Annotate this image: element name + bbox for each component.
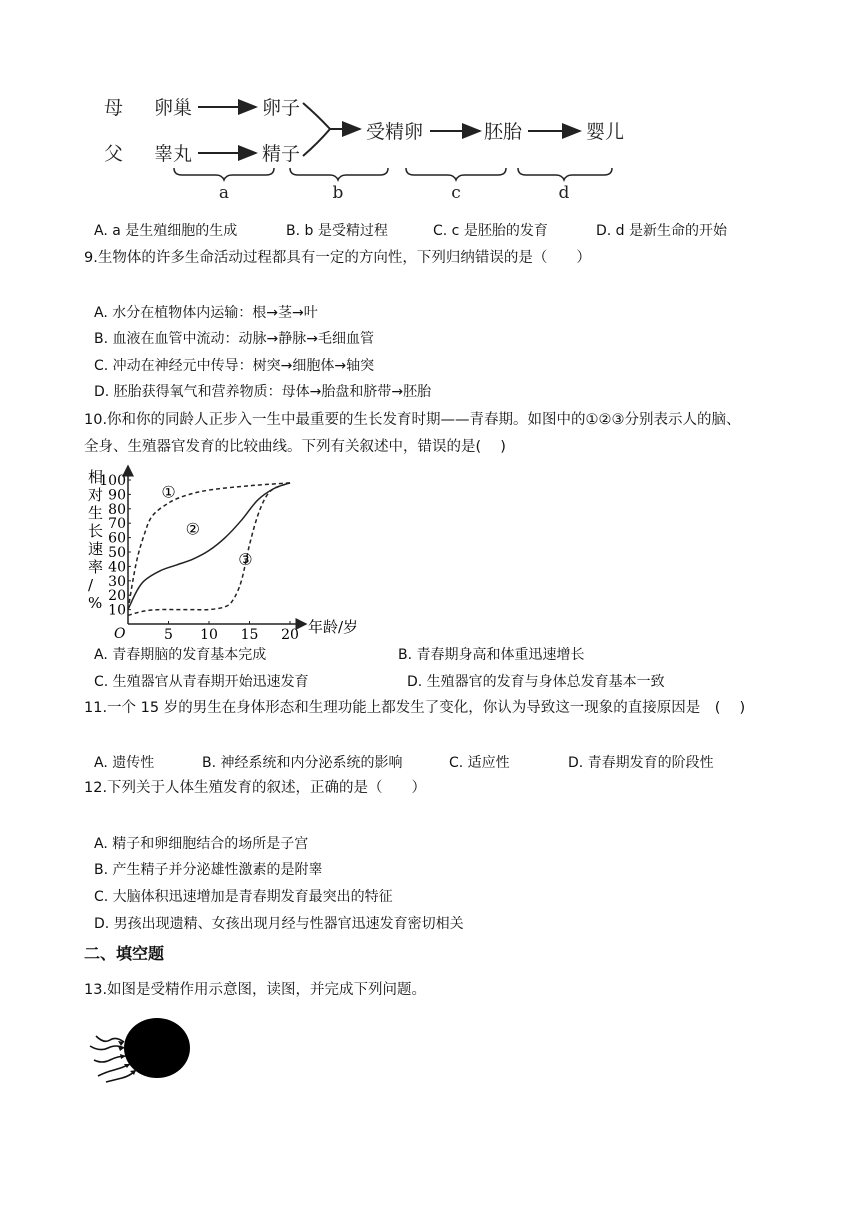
q9-stem: 9.生物体的许多生命活动过程都具有一定的方向性，下列归纳错误的是（ ） (84, 250, 591, 266)
series-label-3: ③ (238, 549, 253, 569)
q10-stem-line2: 全身、生殖器官发育的比较曲线。下列有关叙述中，错误的是( ) (84, 439, 506, 455)
y-tick-label: 100 (99, 473, 126, 489)
y-axis-label-char: 长 (88, 522, 104, 540)
series-line-2 (128, 483, 290, 610)
brace-label-b: b (332, 183, 344, 203)
y-axis-label-char: 速 (88, 540, 104, 558)
growth-rate-chart (80, 460, 370, 640)
father-label: 父 (104, 143, 124, 165)
merge-bracket (303, 103, 330, 156)
q10-option-b[interactable]: B. 青春期身高和体重迅速增长 (398, 647, 585, 663)
q12-option-c[interactable]: C. 大脑体积迅速增加是青春期发育最突出的特征 (94, 889, 393, 905)
sperm-label: 精子 (262, 143, 301, 165)
origin-label: O (114, 626, 126, 640)
egg-cell (124, 1018, 190, 1078)
x-tick-label: 15 (240, 627, 259, 640)
y-tick-label: 20 (108, 588, 126, 605)
y-tick-label: 40 (108, 559, 126, 576)
series-line-1 (128, 483, 290, 610)
q10-option-a[interactable]: A. 青春期脑的发育基本完成 (94, 647, 267, 663)
q9-option-d[interactable]: D. 胚胎获得氧气和营养物质：母体→胎盘和脐带→胚胎 (94, 384, 432, 400)
sperm-4 (98, 1064, 130, 1076)
brace-d (518, 168, 612, 180)
q8-option-b[interactable]: B. b 是受精过程 (286, 223, 388, 239)
q11-option-c[interactable]: C. 适应性 (449, 755, 510, 771)
y-axis-label-char: 对 (88, 486, 104, 504)
y-axis-label (88, 468, 103, 612)
q11-option-a[interactable]: A. 遗传性 (94, 755, 155, 771)
y-tick-label: 90 (108, 487, 126, 504)
brace-label-a: a (218, 183, 230, 203)
section-title-fill-in: 二、填空题 (84, 944, 165, 963)
q12-option-d[interactable]: D. 男孩出现遗精、女孩出现月经与性器官迅速发育密切相关 (94, 916, 464, 932)
brace-c (406, 168, 506, 180)
egg-label: 卵子 (262, 97, 301, 119)
x-tick-label: 10 (200, 627, 218, 640)
q8-option-d[interactable]: D. d 是新生命的开始 (596, 223, 728, 239)
q9-option-c[interactable]: C. 冲动在神经元中传导：树突→细胞体→轴突 (94, 358, 375, 374)
brace-label-c: c (451, 183, 461, 203)
y-axis-label-char: % (88, 594, 103, 612)
zygote-label: 受精卵 (366, 121, 424, 143)
brace-a (174, 168, 274, 180)
q10-stem-line1: 10.你和你的同龄人正步入一生中最重要的生长发育时期——青春期。如图中的①②③分别表示人的脑、 (84, 412, 741, 428)
q12-option-b[interactable]: B. 产生精子并分泌雄性激素的是附睾 (94, 862, 323, 878)
y-tick-label: 10 (108, 602, 126, 619)
x-axis-label: 年龄/岁 (308, 618, 359, 636)
q11-stem: 11.一个 15 岁的男生在身体形态和生理功能上都发生了变化，你认为导致这一现象的直接原因是 ( ) (84, 700, 746, 716)
x-tick-label: 5 (164, 627, 173, 640)
series-label-1: ① (161, 482, 176, 502)
series-line-3 (128, 483, 290, 615)
q8-option-c[interactable]: C. c 是胚胎的发育 (433, 223, 548, 239)
series-label-2: ② (185, 519, 200, 539)
q9-option-a[interactable]: A. 水分在植物体内运输：根→茎→叶 (94, 305, 318, 321)
q9-option-b[interactable]: B. 血液在血管中流动：动脉→静脉→毛细血管 (94, 331, 374, 347)
q10-option-c[interactable]: C. 生殖器官从青春期开始迅速发育 (94, 674, 309, 690)
y-axis-label-char: 生 (88, 504, 104, 522)
ovary-label: 卵巢 (154, 97, 193, 119)
y-tick-label: 70 (108, 516, 126, 533)
brace-label-d: d (558, 183, 570, 203)
q12-stem: 12.下列关于人体生殖发育的叙述，正确的是（ ） (84, 780, 427, 796)
reproduction-flow-diagram (90, 88, 650, 206)
fertilization-diagram (86, 1018, 198, 1084)
sperm-1 (96, 1036, 124, 1042)
brace-b (290, 168, 388, 180)
q11-option-b[interactable]: B. 神经系统和内分泌系统的影响 (202, 755, 403, 771)
embryo-label: 胚胎 (484, 121, 523, 143)
y-tick-label: 50 (108, 545, 126, 561)
y-axis-label-char: / (88, 576, 94, 594)
q11-option-d[interactable]: D. 青春期发育的阶段性 (568, 755, 714, 771)
x-tick-label: 20 (281, 627, 299, 640)
mother-label: 母 (104, 97, 124, 119)
q13-stem: 13.如图是受精作用示意图，读图，并完成下列问题。 (84, 982, 427, 998)
q12-option-a[interactable]: A. 精子和卵细胞结合的场所是子宫 (94, 836, 309, 852)
y-axis-label-char: 相 (88, 468, 104, 486)
y-tick-label: 60 (108, 530, 126, 547)
infant-label: 婴儿 (586, 121, 625, 143)
y-tick-label: 80 (108, 501, 126, 518)
testis-label: 睾丸 (154, 143, 193, 165)
q10-option-d[interactable]: D. 生殖器官的发育与身体总发育基本一致 (407, 674, 665, 690)
y-axis-label-char: 率 (88, 558, 104, 576)
y-tick-label: 30 (108, 573, 126, 590)
q8-option-a[interactable]: A. a 是生殖细胞的生成 (94, 223, 238, 239)
